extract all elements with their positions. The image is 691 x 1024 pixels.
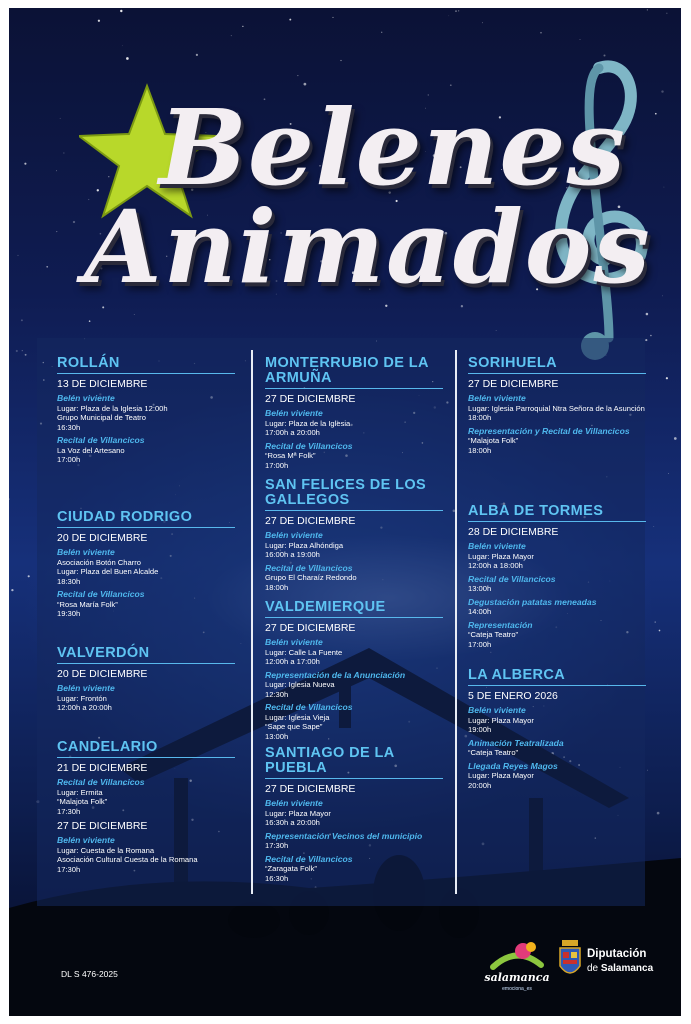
event-detail: 12:00h a 18:00h [468, 561, 523, 570]
diputacion-line-1: Diputación [587, 948, 647, 960]
event-detail: Lugar: Plaza Mayor [265, 808, 331, 818]
town-name: SAN FELICES DE LOS GALLEGOS [265, 478, 443, 511]
event-date: 13 DE DICIEMBRE [57, 378, 148, 390]
event-detail: “Cateja Teatro” [468, 630, 519, 639]
event-date: 20 DE DICIEMBRE [57, 668, 148, 680]
event-title: Belén viviente [468, 393, 526, 403]
schedule-panel [37, 338, 645, 906]
event-title: Animación Teatralizada [468, 737, 564, 748]
title-area [9, 8, 681, 348]
event-title: Belén viviente [57, 683, 115, 693]
poster [9, 8, 681, 1016]
event-title: Belén viviente [57, 393, 115, 403]
event-detail: 16:30h [265, 873, 289, 883]
town-name: ROLLÁN [57, 356, 235, 374]
event-title: Recital de Villancicos [468, 573, 556, 584]
event-detail: “Rosa Mª Folk” [265, 451, 316, 460]
event-date: 21 DE DICIEMBRE [57, 762, 148, 774]
event-detail: Lugar: Frontón [57, 693, 107, 703]
event-detail: 12:30h [265, 689, 289, 699]
event-date: 27 DE DICIEMBRE [265, 622, 356, 634]
event-detail: 17:30h [265, 841, 289, 850]
event-detail: 17:00h [57, 455, 81, 464]
town-name: SANTIAGO DE LA PUEBLA [265, 746, 443, 779]
event-detail: “Rosa María Folk” [57, 599, 118, 609]
title-line-2: Animados [84, 188, 652, 306]
event-detail: Lugar: Ermita [57, 787, 103, 797]
town-section [57, 740, 235, 874]
event-date: 5 DE ENERO 2026 [468, 690, 558, 702]
event-detail: “Sape que Sape” [265, 722, 323, 731]
event-detail: Lugar: Iglesia Parroquial Ntra Señora de la Asunción [468, 403, 645, 413]
event-title: Representación de la Anunciación [265, 669, 406, 680]
event-title: Belén viviente [468, 541, 526, 551]
event-title: Belén viviente [265, 637, 323, 647]
event-detail: 17:00h [468, 639, 492, 649]
diputacion-prefix: de [587, 963, 599, 974]
schedule-column-3 [468, 338, 658, 906]
event-detail: 19:30h [57, 609, 81, 618]
event-title: Belén viviente [265, 408, 323, 418]
town-section [468, 668, 646, 790]
town-name: CANDELARIO [57, 740, 235, 758]
town-name: LA ALBERCA [468, 668, 646, 686]
event-detail: Lugar: Plaza de la Iglesia [265, 418, 351, 428]
event-title: Recital de Villancicos [265, 702, 353, 712]
event-detail: 19:00h [468, 725, 492, 734]
event-title: Recital de Villancicos [265, 440, 353, 451]
event-date: 27 DE DICIEMBRE [57, 820, 148, 832]
schedule-column-1 [57, 338, 247, 906]
event-detail: 16:30h [57, 422, 81, 432]
town-name: SORIHUELA [468, 356, 646, 374]
event-detail: Grupo El Charaíz Redondo [265, 573, 357, 582]
event-title: Representación [468, 619, 533, 630]
event-title: Recital de Villancicos [57, 589, 145, 599]
event-detail: 18:30h [57, 576, 81, 586]
town-section [57, 356, 235, 465]
event-detail: Lugar: Plaza Mayor [468, 551, 534, 561]
coat-of-arms-icon [557, 938, 583, 982]
event-detail: Lugar: Plaza Alhóndiga [265, 540, 344, 550]
town-name: CIUDAD RODRIGO [57, 510, 235, 528]
event-title: Belén viviente [265, 530, 323, 540]
event-detail: 17:00h [265, 460, 289, 470]
town-section [468, 356, 646, 455]
title-line-1: Belenes [159, 86, 627, 209]
event-detail: 13:00h [265, 731, 289, 741]
event-title: Representación y Recital de Villancicos [468, 425, 630, 436]
event-detail: 18:00h [265, 582, 289, 592]
event-detail: 13:00h [468, 584, 492, 593]
event-detail: 18:00h [468, 413, 492, 422]
town-section [265, 600, 443, 741]
town-name: VALVERDÓN [57, 646, 235, 664]
event-detail: Asociación Cultural Cuesta de la Romana [57, 855, 198, 864]
event-date: 28 DE DICIEMBRE [468, 526, 559, 538]
event-title: Belén viviente [468, 705, 526, 715]
event-title: Recital de Villancicos [57, 435, 145, 445]
event-detail: “Malajota Folk” [57, 797, 108, 806]
column-divider [251, 350, 253, 894]
town-section [57, 646, 235, 713]
event-title: Belén viviente [57, 547, 115, 557]
salamanca-logo-icon [479, 937, 555, 973]
diputacion-logo [557, 938, 667, 986]
event-detail: Lugar: Iglesia Vieja [265, 712, 330, 722]
event-detail: 17:30h [57, 864, 81, 874]
event-title: Belén viviente [265, 798, 323, 808]
event-detail: 16:00h a 19:00h [265, 550, 320, 559]
event-date: 20 DE DICIEMBRE [57, 532, 148, 544]
town-name: MONTERRUBIO DE LA ARMUÑA [265, 356, 443, 389]
event-date: 27 DE DICIEMBRE [265, 515, 356, 527]
event-detail: La Voz del Artesano [57, 445, 125, 455]
salamanca-logo [479, 937, 555, 993]
town-name: ALBA DE TORMES [468, 504, 646, 522]
event-detail: 12:00h a 20:00h [57, 703, 112, 712]
diputacion-name: Salamanca [600, 963, 654, 974]
event-detail: Asociación Botón Charro [57, 557, 141, 567]
event-date: 27 DE DICIEMBRE [468, 378, 559, 390]
event-detail: 12:00h a 17:00h [265, 657, 320, 666]
event-title: Recital de Villancicos [57, 777, 145, 787]
event-detail: Lugar: Calle La Fuente [265, 647, 343, 657]
town-section [265, 478, 443, 592]
column-divider [455, 350, 457, 894]
town-section [57, 510, 235, 619]
schedule-column-2 [265, 338, 455, 906]
event-detail: Lugar: Plaza Mayor [468, 715, 534, 725]
town-section [468, 504, 646, 649]
event-title: Belén viviente [57, 835, 115, 845]
event-detail: 18:00h [468, 445, 492, 455]
event-title: Recital de Villancicos [265, 853, 353, 864]
town-section [265, 746, 443, 883]
town-section [265, 356, 443, 470]
event-detail: “Malajota Folk” [468, 436, 519, 445]
event-detail: Lugar: Plaza de la Iglesia 12:00h [57, 403, 168, 413]
event-date: 27 DE DICIEMBRE [265, 783, 356, 795]
event-detail: “Zaragata Folk” [265, 864, 317, 873]
event-detail: Lugar: Iglesia Nueva [265, 680, 335, 689]
legal-deposit: DL S 476-2025 [61, 969, 118, 979]
diputacion-line-2 [587, 963, 653, 974]
event-detail: Grupo Municipal de Teatro [57, 413, 146, 422]
town-name: VALDEMIERQUE [265, 600, 443, 618]
salamanca-logo-text: salamanca [484, 971, 550, 984]
event-detail: Lugar: Plaza Mayor [468, 771, 534, 780]
event-title: Recital de Villancicos [265, 562, 353, 573]
event-title: Llegada Reyes Magos [468, 760, 558, 771]
event-detail: Lugar: Cuesta de la Romana [57, 845, 155, 855]
event-detail: 16:30h a 20:00h [265, 818, 320, 827]
event-detail: 17:30h [57, 806, 81, 816]
event-detail: “Cateja Teatro” [468, 748, 519, 757]
event-detail: 20:00h [468, 780, 492, 790]
event-detail: 17:00h a 20:00h [265, 428, 320, 437]
event-title: Degustación patatas meneadas [468, 596, 597, 607]
event-date: 27 DE DICIEMBRE [265, 393, 356, 405]
event-title: Representación Vecinos del municipio [265, 830, 423, 841]
event-detail: 14:00h [468, 607, 492, 616]
salamanca-logo-subtext: emociona_es [502, 986, 532, 992]
event-detail: Lugar: Plaza del Buen Alcalde [57, 567, 159, 576]
